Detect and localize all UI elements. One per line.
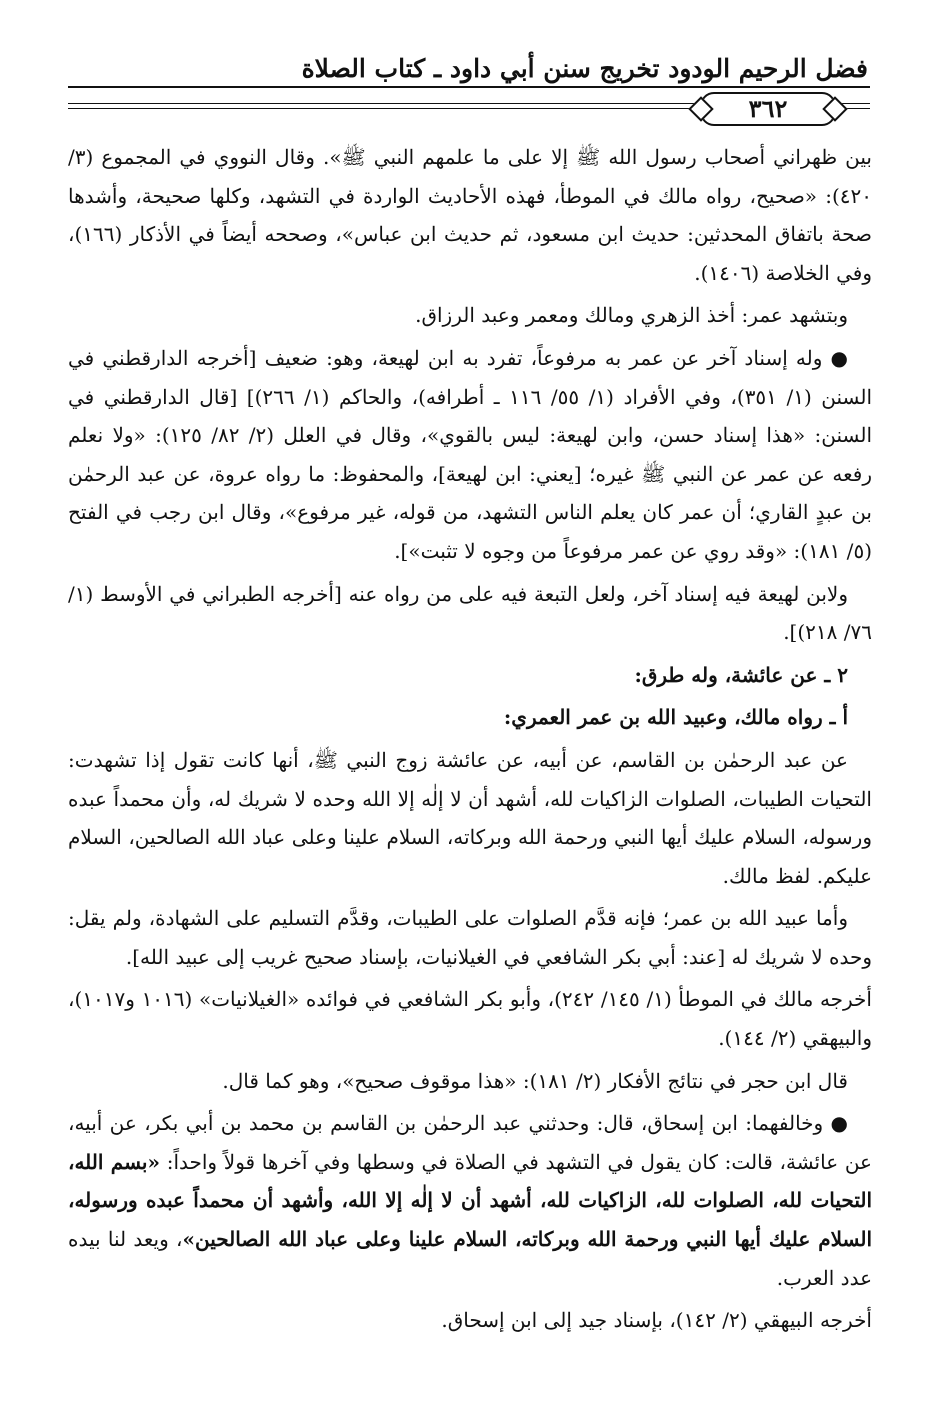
page-body	[68, 138, 872, 1344]
quoted-tashahhud: «بسم الله، التحيات لله، الصلوات لله، الزاكيات لله، أشهد أن لا إلٰه إلا الله، وأشهد أن محمداً عبده ورسوله، السلام عليك أيها النبي ورحمة الله وبركاته، السلام علينا وعلى عباد الله الصالحين»	[68, 1149, 873, 1252]
paragraph: ● وله إسناد آخر عن عمر به مرفوعاً، تفرد به ابن لهيعة، وهو: ضعيف [أخرجه الدارقطني في السنن (١/ ٣٥١)، وفي الأفراد (١/ ٥٥/ ١١٦ ـ أطرافه)، والحاكم (١/ ٢٦٦)] [قال الدارقطني في السنن: «هذا إسناد حسن، وابن لهيعة: ليس بالقوي»، وقال في العلل (٢/ ٨٢/ ١٢٥): «ولا نعلم رفعه عن عمر عن النبي ﷺ غيره؛ [يعني: ابن لهيعة]، والمحفوظ: ما رواه عروة، عن عبد الرحمٰن بن عبدٍ القاري؛ أن عمر كان يعلم الناس التشهد، من قوله، غير مرفوع»، وقال ابن رجب في الفتح (٥/ ١٨١): «وقد روي عن عمر مرفوعاً من وجوه لا تثبت»].	[68, 345, 873, 563]
running-header	[68, 46, 868, 86]
section-heading	[68, 656, 872, 695]
paragraph	[68, 1104, 872, 1297]
paragraph: أخرجه البيهقي (٢/ ١٤٢)، بإسناد جيد إلى ابن إسحاق.	[441, 1308, 872, 1333]
ornament-line	[842, 103, 870, 104]
paragraph: وبتشهد عمر: أخذ الزهري ومالك ومعمر وعبد الرزاق.	[415, 303, 848, 328]
paragraph: قال ابن حجر في نتائج الأفكار (٢/ ١٨١): «هذا موقوف صحيح»، وهو كما قال.	[222, 1068, 848, 1093]
paragraph-text: ● وخالفهما: ابن إسحاق، قال: وحدثني عبد الرحمٰن بن القاسم بن محمد بن أبي بكر، عن أبيه، عن عائشة، قالت: كان يقول في التشهد في الصلاة في وسطها وفي آخرها قولاً واحداً:	[68, 1111, 872, 1174]
ornament-line	[68, 103, 698, 104]
subsection-heading	[68, 698, 872, 737]
paragraph: وأما عبيد الله بن عمر؛ فإنه قدَّم الصلوات على الطيبات، وقدَّم التسليم على الشهادة، ولم يقل: وحده لا شريك له [عند: أبي بكر الشافعي في الغيلانيات، بإسناد صحيح غريب إلى عبيد الله].	[68, 906, 872, 969]
page-number-ornament	[68, 92, 870, 128]
heading-text: ٢ ـ عن عائشة، وله طرق:	[634, 662, 848, 687]
page-number: ٣٦٢	[748, 94, 788, 123]
paragraph-text: ، ويعد لنا بيده عدد العرب.	[68, 1227, 872, 1290]
header-rule	[68, 86, 870, 88]
paragraph: ولابن لهيعة فيه إسناد آخر، ولعل التبعة فيه على من رواه عنه [أخرجه الطبراني في الأوسط (١/ ٧٦/ ٢١٨)].	[68, 581, 872, 645]
paragraph: عن عبد الرحمٰن بن القاسم، عن أبيه، عن عائشة زوج النبي ﷺ، أنها كانت تقول إذا تشهدت: التحيات الطيبات، الصلوات الزاكيات لله، أشهد أن لا إلٰه إلا الله وحده لا شريك له، وأن محمداً عبده ورسوله، السلام عليك أيها النبي ورحمة الله وبركاته، السلام علينا وعلى عباد الله الصالحين، السلام عليكم. لفظ مالك.	[68, 747, 873, 888]
heading-text: أ ـ رواه مالك، وعبيد الله بن عمر العمري:	[503, 705, 848, 730]
paragraph: أخرجه مالك في الموطأ (١/ ١٤٥/ ٢٤٢)، وأبو بكر الشافعي في فوائده «الغيلانيات» (١٠١٦ و١٠١٧)، والبيهقي (٢/ ١٤٤).	[68, 987, 872, 1051]
paragraph: بين ظهراني أصحاب رسول الله ﷺ إلا على ما علمهم النبي ﷺ». وقال النووي في المجموع (٣/ ٤٢٠): «صحيح، رواه مالك في الموطأ، فهذه الأحاديث الواردة في التشهد، وكلها صحيحة، وأشدها صحة باتفاق المحدثين: حديث ابن مسعود، ثم حديث ابن عباس»، وصححه أيضاً في الأذكار (١٦٦)، وفي الخلاصة (١٤٠٦).	[68, 145, 872, 285]
page-number-frame	[700, 92, 836, 126]
ornament-line	[68, 108, 698, 109]
running-title: فضل الرحيم الودود تخريج سنن أبي داود ـ كتاب الصلاة	[301, 54, 868, 83]
